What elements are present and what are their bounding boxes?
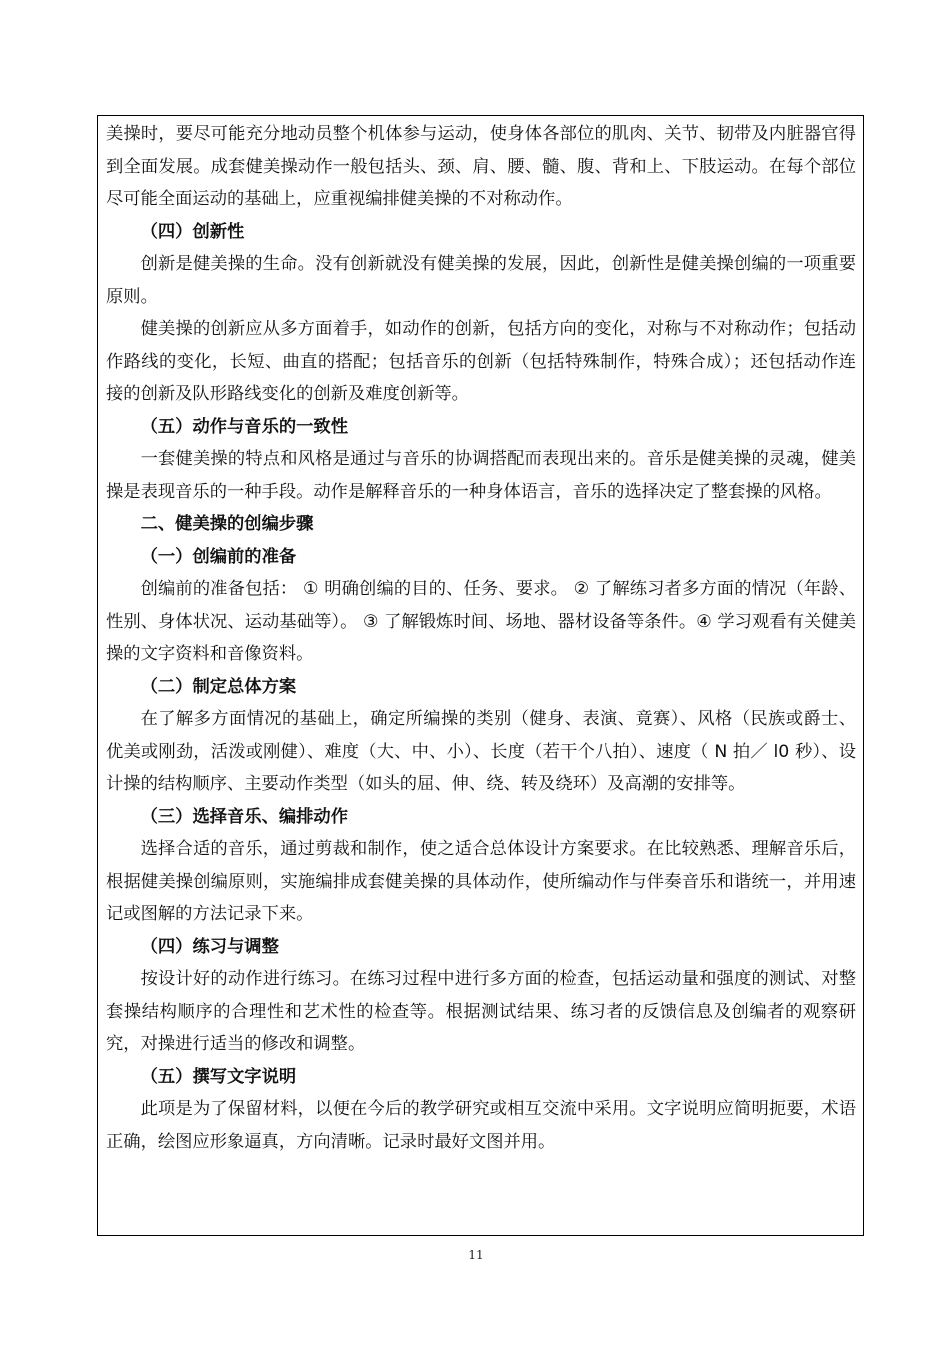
paragraph: 在了解多方面情况的基础上，确定所编操的类别（健身、表演、竟赛）、风格（民族或爵士、优美或刚劲，活泼或刚健）、难度（大、中、小）、长度（若干个八拍）、速度（ N 拍／ l0 秒）、设计操的结构顺序、主要动作类型（如头的屈、伸、绕、转及绕环）及高潮的安排等。 [106, 709, 856, 794]
section-heading: （三）选择音乐、编排动作 [140, 806, 348, 827]
paragraph: 健美操的创新应从多方面着手，如动作的创新，包括方向的变化，对称与不对称动作；包括动作路线的变化，长短、曲直的搭配；包括音乐的创新（包括特殊制作，特殊合成）；还包括动作连接的创新及队形路线变化的创新及难度创新等。 [106, 319, 856, 404]
chapter-heading: 二、健美操的创编步骤 [140, 514, 314, 534]
section-heading: （五）撰写文字说明 [140, 1066, 297, 1087]
paragraph: 此项是为了保留材料，以便在今后的教学研究或相互交流中采用。文字说明应简明扼要，术语正确，绘图应形象逼真，方向清晰。记录时最好文图并用。 [106, 1099, 856, 1152]
section-heading: （一）创编前的准备 [140, 546, 297, 567]
paragraph: 选择合适的音乐，通过剪裁和制作，使之适合总体设计方案要求。在比较熟悉、理解音乐后，根据健美操创编原则，实施编排成套健美操的具体动作，使所编动作与伴奏音乐和谐统一，并用速记或图解的方法记录下来。 [106, 839, 856, 924]
section-heading: （四）练习与调整 [140, 936, 279, 957]
section-heading: （五）动作与音乐的一致性 [140, 416, 348, 437]
paragraph: 按设计好的动作进行练习。在练习过程中进行多方面的检查，包括运动量和强度的测试、对整套操结构顺序的合理性和艺术性的检查等。根据测试结果、练习者的反馈信息及创编者的观察研究，对操进行适当的修改和调整。 [106, 969, 856, 1054]
page-number: 11 [468, 1248, 484, 1262]
paragraph: 一套健美操的特点和风格是通过与音乐的协调搭配而表现出来的。音乐是健美操的灵魂，健美操是表现音乐的一种手段。动作是解释音乐的一种身体语言，音乐的选择决定了整套操的风格。 [106, 449, 856, 502]
section-heading: （四）创新性 [140, 221, 245, 242]
paragraph: 创新是健美操的生命。没有创新就没有健美操的发展，因此，创新性是健美操创编的一项重要原则。 [106, 254, 856, 307]
content-frame [97, 115, 864, 1236]
section-heading: （二）制定总体方案 [140, 676, 297, 697]
paragraph: 美操时，要尽可能充分地动员整个机体参与运动，使身体各部位的肌肉、关节、韧带及内脏器官得到全面发展。成套健美操动作一般包括头、颈、肩、腰、髓、腹、背和上、下肢运动。在每个部位尽可能全面运动的基础上，应重视编排健美操的不对称动作。 [106, 124, 856, 209]
paragraph: 创编前的准备包括： ① 明确创编的目的、任务、要求。 ② 了解练习者多方面的情况（年龄、性别、身体状况、运动基础等）。 ③ 了解锻炼时间、场地、器材设备等条件。④ 学习观看有关健美操的文字资料和音像资料。 [106, 579, 856, 664]
